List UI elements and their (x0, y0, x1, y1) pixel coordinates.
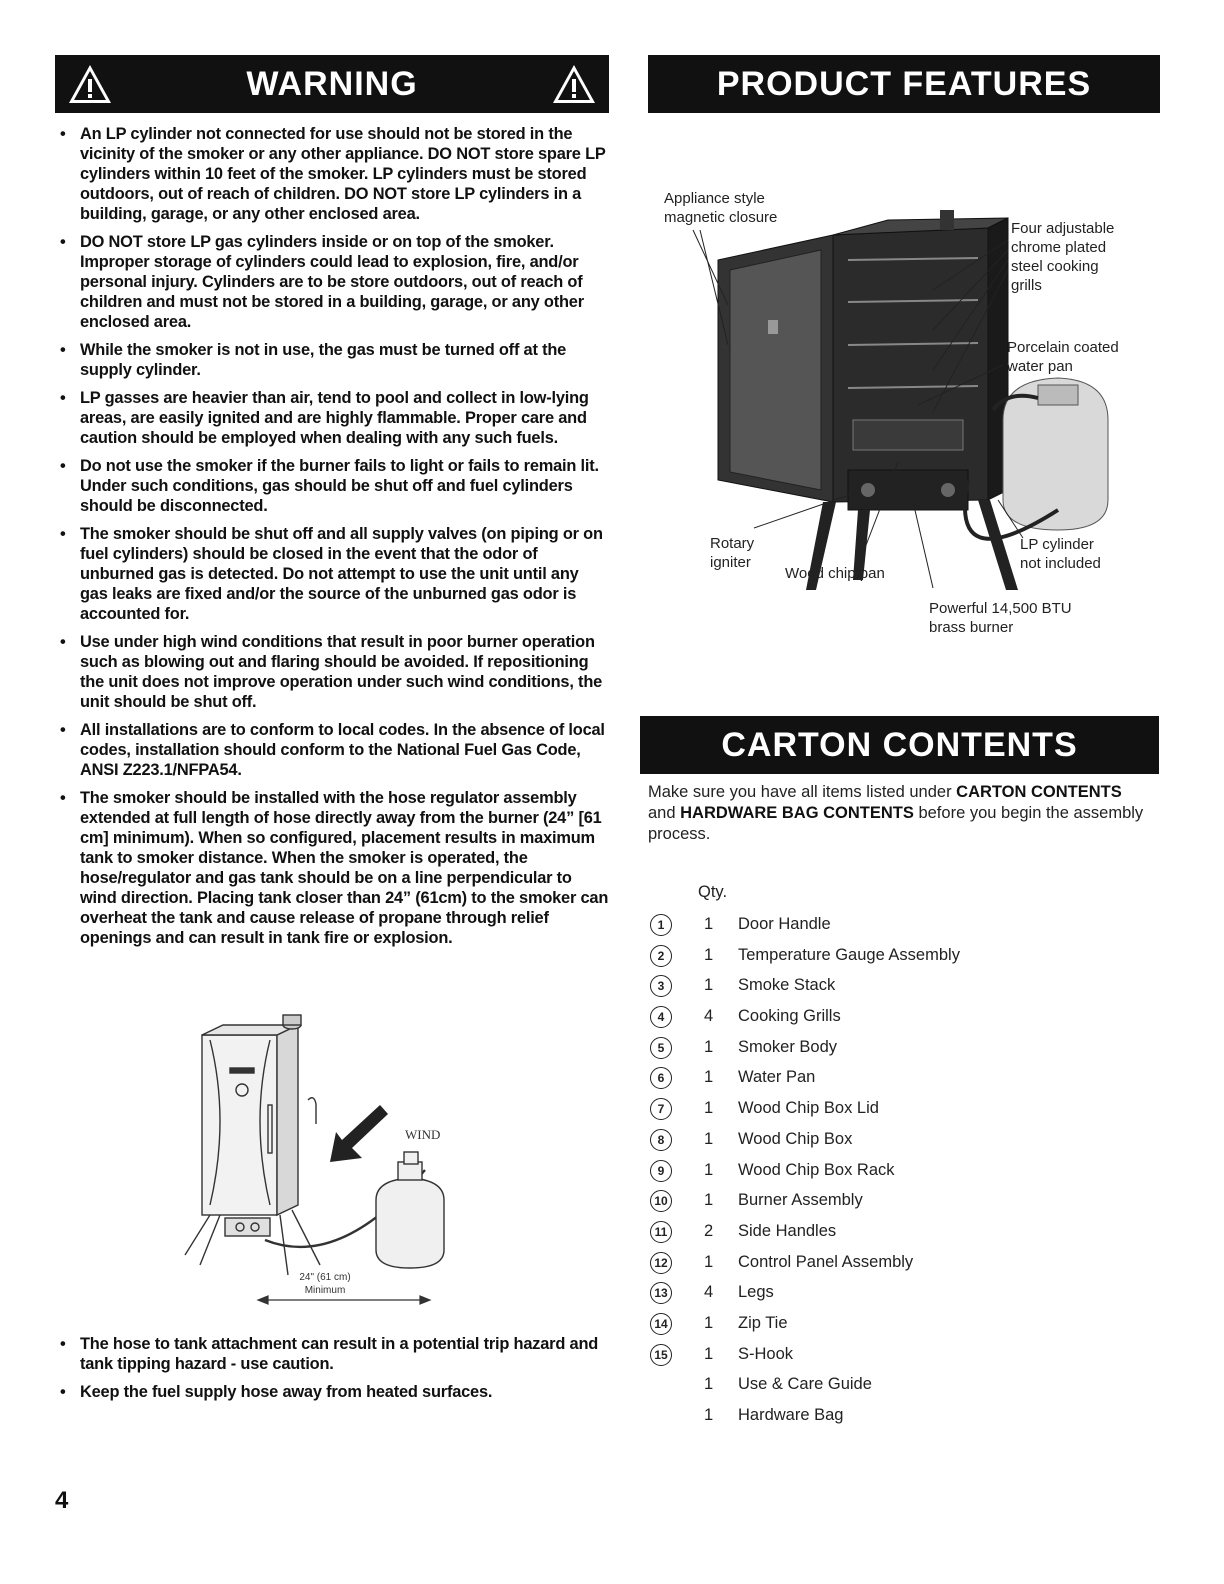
wind-arrow-icon (330, 1105, 388, 1162)
propane-tank-illustration (376, 1152, 444, 1268)
item-name: Side Handles (738, 1221, 837, 1240)
item-name: Zip Tie (738, 1313, 788, 1332)
wind-label: WIND (405, 1127, 441, 1142)
item-number-badge: 15 (650, 1344, 672, 1366)
warning-item: • Do not use the smoker if the burner fails to light or fails to remain lit. Under such conditions, gas should be shut off and fuel cylinders should be disconnected. (58, 456, 610, 516)
warning-item: • The smoker should be shut off and all supply valves (on piping or on fuel cylinders) should be closed in the event that the odor of unburned gas is detected. Do not attempt to use the unit until any gas leaks are fixed and/or the source of the unburned gas odor is accounted for. (58, 524, 610, 624)
warning-item: • The smoker should be installed with the hose regulator assembly extended at full length of hose directly away from the burner (24” [61 cm] minimum). When so configured, placement results in maximum tank to smoker distance. When the smoker is operated, the hose/regulator and gas tank should be on a line perpendicular to wind direction. Placing tank closer than 24” (61cm) to the smoker can overheat the tank and cause release of propane through relief openings and can result in tank fire or explosion. (58, 788, 610, 948)
item-number-badge: 7 (650, 1098, 672, 1120)
item-qty: 1 (704, 1129, 714, 1148)
warning-list-continued (58, 1334, 610, 1410)
item-name: Wood Chip Box Rack (738, 1160, 895, 1179)
item-qty: 1 (704, 945, 714, 964)
item-name: Cooking Grills (738, 1007, 841, 1026)
item-name: S-Hook (738, 1344, 794, 1363)
item-qty: 1 (704, 1252, 714, 1271)
minimum-label: Minimum (304, 1285, 346, 1296)
warning-item: • DO NOT store LP gas cylinders inside or on top of the smoker. Improper storage of cylinders could lead to explosion, fire, and/or personal injury. Cylinders are to be store outdoors, out of reach of children and must not be stored in a building, garage, or any other enclosed area. (58, 232, 610, 332)
item-number-badge: 13 (650, 1282, 672, 1304)
item-qty: 1 (704, 1099, 714, 1118)
item-qty: 4 (704, 1007, 714, 1026)
item-name: Door Handle (738, 915, 831, 933)
callout-water-pan: Porcelain coated (1007, 339, 1119, 356)
warning-banner (55, 55, 609, 113)
item-number-badge: 8 (650, 1129, 672, 1151)
warning-item: • All installations are to conform to local codes. In the absence of local codes, installation should conform to the National Fuel Gas Code, ANSI Z223.1/NFPA54. (58, 720, 610, 780)
item-name: Hardware Bag (738, 1406, 844, 1424)
item-qty: 1 (704, 1344, 714, 1363)
item-qty: 1 (704, 976, 714, 995)
callout-lp-cylinder: not included (1020, 555, 1101, 572)
callout-grills: grills (1011, 277, 1042, 294)
callout-closure: Appliance style (664, 190, 765, 207)
item-qty: 1 (704, 1068, 714, 1087)
carton-contents-title: CARTON CONTENTS (721, 726, 1078, 764)
item-number-badge: 5 (650, 1037, 672, 1059)
item-name: Burner Assembly (738, 1191, 863, 1210)
item-number-badge: 3 (650, 975, 672, 997)
callout-lp-cylinder: LP cylinder (1020, 536, 1094, 553)
intro-bold: CARTON CONTENTS (956, 783, 1122, 801)
item-number-badge: 9 (650, 1160, 672, 1182)
callout-grills: chrome plated (1011, 239, 1107, 256)
intro-bold: HARDWARE BAG CONTENTS (680, 804, 914, 822)
product-features-banner (648, 55, 1160, 113)
intro-text: Make sure you have all items listed under (648, 783, 957, 801)
item-number-badge: 2 (650, 945, 672, 967)
item-qty: 1 (704, 1313, 714, 1332)
callout-closure: magnetic closure (664, 209, 778, 226)
product-features-title: PRODUCT FEATURES (716, 65, 1092, 103)
warning-item: • An LP cylinder not connected for use should not be stored in the vicinity of the smoker or any other appliance. DO NOT store spare LP cylinders within 10 feet of the smoker. LP cylinders must be stored outdoors, out of reach of children. DO NOT store LP cylinders in a building, garage, or any other enclosed area. (58, 124, 610, 224)
item-qty: 1 (704, 1191, 714, 1210)
item-qty: 2 (704, 1221, 714, 1240)
warning-title: WARNING (246, 65, 418, 103)
warning-item: • Use under high wind conditions that result in poor burner operation such as blowing out and flaring should be avoided. If repositioning the unit does not improve operation under such wind conditions, the unit should be shut off. (58, 632, 610, 712)
item-name: Smoke Stack (738, 976, 836, 995)
callout-grills: steel cooking (1011, 258, 1099, 275)
warning-item: • The hose to tank attachment can result in a potential trip hazard and tank tipping hazard - use caution. (58, 1334, 610, 1374)
item-number-badge: 10 (650, 1190, 672, 1212)
item-qty: 1 (704, 1037, 714, 1056)
callout-burner: Powerful 14,500 BTU (929, 600, 1072, 617)
item-number-badge: 11 (650, 1221, 672, 1243)
warning-item: • Keep the fuel supply hose away from heated surfaces. (58, 1382, 610, 1402)
page-number: 4 (55, 1487, 69, 1514)
qty-header: Qty. (698, 883, 728, 901)
warning-item: • While the smoker is not in use, the gas must be turned off at the supply cylinder. (58, 340, 610, 380)
warning-triangle-icon (551, 63, 597, 105)
item-qty: 4 (704, 1283, 714, 1302)
distance-arrow (258, 1296, 430, 1304)
item-number-badge: 12 (650, 1252, 672, 1274)
callout-igniter: Rotary (710, 535, 755, 552)
item-name: Use & Care Guide (738, 1375, 872, 1394)
item-qty: 1 (704, 1375, 714, 1394)
item-qty: 1 (704, 1406, 714, 1424)
callout-water-pan: water pan (1007, 358, 1073, 375)
warning-triangle-icon (67, 63, 113, 105)
carton-intro (648, 782, 1148, 845)
warning-item: • LP gasses are heavier than air, tend to pool and collect in low-lying areas, are easily ignited and are highly flammable. Proper care and caution should be employed when dealing with any such fuels. (58, 388, 610, 448)
wind-placement-figure (180, 1010, 480, 1310)
item-name: Legs (738, 1283, 774, 1302)
distance-label: 24" (61 cm) (299, 1272, 351, 1283)
intro-text: and (648, 804, 681, 822)
item-name: Wood Chip Box Lid (738, 1099, 879, 1118)
intro-text: before you begin the assembly process. (648, 804, 1144, 843)
item-number-badge: 4 (650, 1006, 672, 1028)
item-name: Water Pan (738, 1068, 816, 1087)
item-qty: 1 (704, 915, 714, 933)
item-qty: 1 (704, 1160, 714, 1179)
item-name: Temperature Gauge Assembly (738, 945, 960, 964)
item-number-badge: 6 (650, 1067, 672, 1089)
item-name: Smoker Body (738, 1037, 838, 1056)
item-number-badge: 14 (650, 1313, 672, 1335)
callout-igniter: igniter (710, 554, 751, 571)
warning-list (58, 124, 610, 956)
item-name: Control Panel Assembly (738, 1252, 914, 1271)
callout-burner: brass burner (929, 619, 1014, 636)
callout-grills: Four adjustable (1011, 220, 1115, 237)
callout-wood-chip-pan: Wood chip pan (785, 565, 885, 582)
item-number-badge: 1 (650, 914, 672, 936)
carton-contents-banner (640, 716, 1159, 774)
item-name: Wood Chip Box (738, 1129, 853, 1148)
